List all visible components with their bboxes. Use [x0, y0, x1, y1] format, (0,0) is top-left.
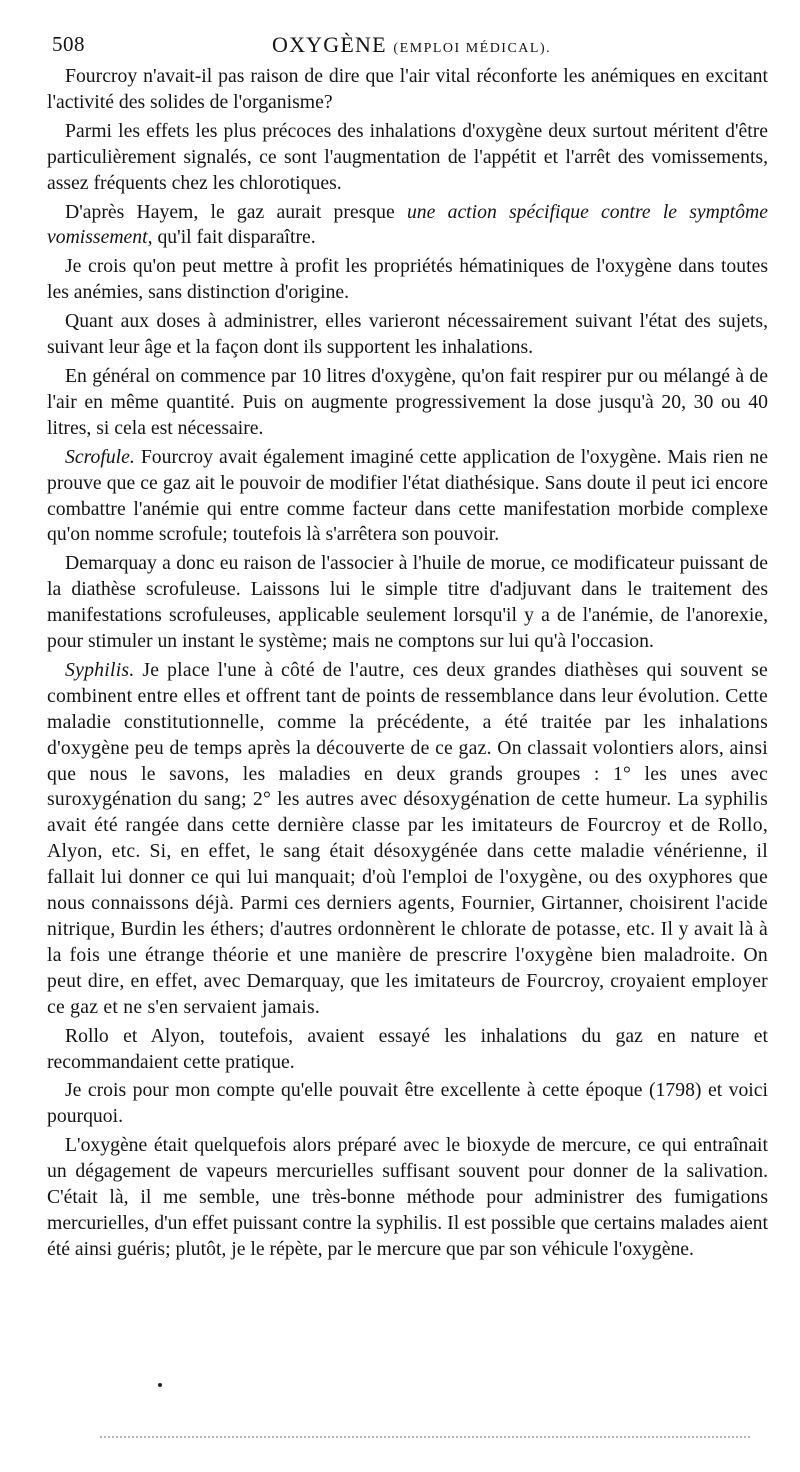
- syphilis-text: Je place l'une à côté de l'autre, ces deux grandes diathèses qui souvent se combinent entre elles et offrent tant de points de ressemblance dans leur évolution. Cette maladie constitutionnelle, comme la précédente, a été traitée par les inhalations d'oxygène peu de temps après la découverte de ce gaz. On classait volontiers alors, ainsi que nous le savons, les maladies en deux grands groupes : 1° les unes avec suroxygénation du sang; 2° les autres avec désoxygénation de cette humeur. La syphilis avait été rangée dans cette dernière classe par les imitateurs de Fourcroy et de Rollo, Alyon, etc. Si, en effet, le sang était désoxygénée dans cette maladie vénérienne, il fallait lui donner ce qui lui manquait; d'où l'emploi de l'oxygène, ou des oxyphores que nous connaissons déjà. Parmi ces derniers agents, Fournier, Girtanner, choisirent l'acide nitrique, Burdin les éthers; d'autres ordonnèrent le chlorate de potasse, etc. Il y avait là à la fois une étrange théorie et une manière de prescrire l'oxygène bien maladroite. On peut dire, en effet, avec Demarquay, que les imitateurs de Fourcroy, croyaient employer ce gaz et ne s'en servaient jamais.: [47, 658, 768, 1018]
- paragraph-airvital: Fourcroy n'avait-il pas raison de dire que l'air vital réconforte les anémiques en excitant l'activité des solides de l'organisme?: [47, 65, 768, 113]
- paragraph-scrofule: [47, 445, 768, 549]
- paragraph-doses: Quant aux doses à administrer, elles varieront nécessairement suivant l'état des sujets, suivant leur âge et la façon dont ils supportent les inhalations.: [47, 310, 768, 359]
- paragraph-1798: Je crois pour mon compte qu'elle pouvait être excellente à cette époque (1798) et voici pourquoi.: [47, 1079, 768, 1128]
- footer-scan-line: [100, 1436, 750, 1438]
- hayem-italic: une action spécifique contre le symptôme vomissement: [47, 200, 768, 249]
- running-title: [272, 32, 551, 58]
- running-title-main: OXYGÈNE: [272, 32, 387, 57]
- paragraph-effets: Parmi les effets les plus précoces des inhalations d'oxygène deux surtout méritent d'être particulièrement signalés, ce sont l'augmentation de l'appétit et l'arrêt des vomissements, assez fréquents chez les chlorotiques.: [47, 119, 768, 194]
- syphilis-heading: Syphilis.: [65, 658, 135, 681]
- paragraph-hayem: [47, 200, 768, 252]
- hayem-after: , qu'il fait disparaître.: [147, 226, 316, 249]
- paragraph-demarquay: Demarquay a donc eu raison de l'associer à l'huile de morue, ce modificateur puissant de la diathèse scrofuleuse. Laissons lui le simple titre d'adjuvant dans le traitement des manifestations scrofuleuses, applicable seulement lorsqu'il y a de l'anémie, de l'anorexie, pour stimuler un instant le système; mais ne comptons sur lui qu'à l'occasion.: [47, 552, 768, 653]
- running-header: [52, 32, 772, 62]
- paragraph-syphilis: [47, 658, 768, 1021]
- hayem-before: D'après Hayem, le gaz aurait presque: [65, 200, 407, 223]
- paragraph-mercure: L'oxygène était quelquefois alors préparé avec le bioxyde de mercure, ce qui entraînait un dégagement de vapeurs mercurielles suffisant souvent pour donner de la salivation. C'était là, il me semble, une très-bonne méthode pour administrer des fumigations mercurielles, d'un effet puissant contre la syphilis. Il est possible que certains malades aient été ainsi guéris; plutôt, je le répète, par le mercure que par son véhicule l'oxygène.: [47, 1134, 768, 1260]
- ink-speck: [158, 1383, 162, 1387]
- running-title-sub: (EMPLOI MÉDICAL).: [393, 41, 552, 56]
- scrofule-heading: Scrofule.: [65, 445, 135, 468]
- body-text: [47, 64, 768, 1263]
- paragraph-litres: En général on commence par 10 litres d'oxygène, qu'on fait respirer pur ou mélangé à de l'air en même quantité. Puis on augmente progressivement la dose jusqu'à 20, 30 ou 40 litres, si cela est nécessaire.: [47, 364, 768, 439]
- paragraph-rollo: Rollo et Alyon, toutefois, avaient essayé les inhalations du gaz en nature et recommandaient cette pratique.: [47, 1024, 768, 1073]
- page-number: 508: [52, 32, 85, 56]
- scrofule-text: Fourcroy avait également imaginé cette application de l'oxygène. Mais rien ne prouve que ce gaz ait le pouvoir de modifier l'état diathésique. Sans doute il peut ici encore combattre l'anémie qui entre comme facteur dans cette manifestation morbide complexe qu'on nomme scrofule; toutefois là s'arrêtera son pouvoir.: [47, 445, 768, 546]
- paragraph-hematiniques: Je crois qu'on peut mettre à profit les propriétés hématiniques de l'oxygène dans toutes les anémies, sans distinction d'origine.: [47, 255, 768, 304]
